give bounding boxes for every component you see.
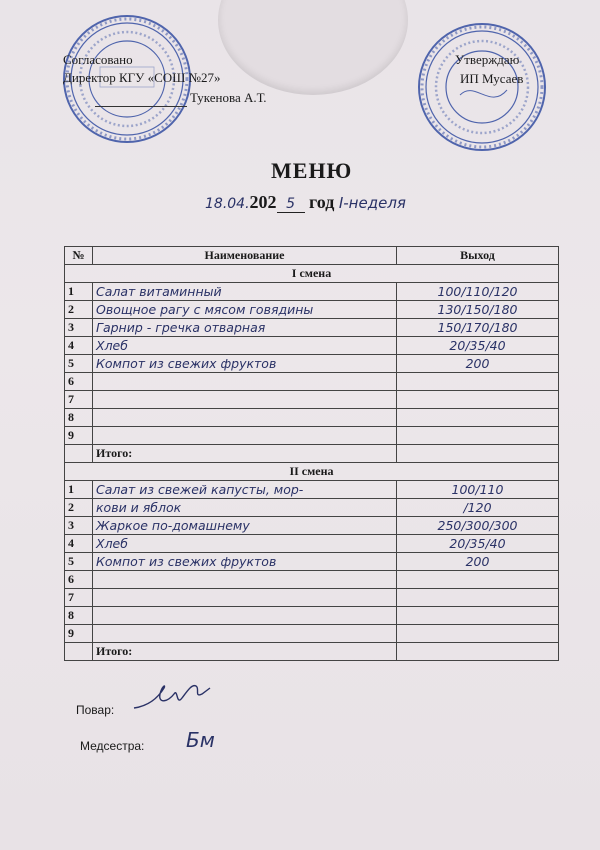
row-output: [397, 553, 559, 571]
total-output-cell: [397, 445, 559, 463]
date-year-suffix: 5: [277, 196, 305, 213]
table-row: [65, 373, 559, 391]
row-number: 2: [65, 499, 93, 517]
date-period: I-неделя: [338, 194, 406, 212]
col-name-header: Наименование: [93, 247, 397, 265]
table-row: [65, 337, 559, 355]
table-row: [65, 355, 559, 373]
approve-label: Утверждаю: [455, 52, 520, 67]
total-label: Итого:: [93, 445, 397, 463]
row-number: 6: [65, 373, 93, 391]
shift-row: [65, 463, 559, 481]
table-row: [65, 535, 559, 553]
row-number: 3: [65, 517, 93, 535]
output-text: 200: [465, 553, 490, 569]
col-num-header: №: [65, 247, 93, 265]
table-row: [65, 391, 559, 409]
dish-name-text: Салат витаминный: [96, 283, 222, 299]
nurse-signature: Бм: [186, 728, 215, 752]
table-row: [65, 481, 559, 499]
approve-name: ИП Мусаев: [460, 71, 524, 86]
row-number: 7: [65, 589, 93, 607]
total-num-cell: [65, 445, 93, 463]
row-output: [397, 481, 559, 499]
output-text: 130/150/180: [437, 301, 518, 317]
row-number: 2: [65, 301, 93, 319]
output-text: 100/110: [451, 481, 504, 497]
row-number: 1: [65, 481, 93, 499]
output-text: 200: [465, 355, 490, 371]
row-output: [397, 283, 559, 301]
shift-label: I смена: [65, 265, 559, 283]
row-dish-name: [93, 373, 397, 391]
table-row: [65, 553, 559, 571]
row-dish-name: [93, 625, 397, 643]
row-number: 8: [65, 607, 93, 625]
row-dish-name: [93, 355, 397, 373]
dish-name-text: Салат из свежей капусты, мор-: [96, 481, 304, 497]
date-row: [205, 192, 406, 213]
table-row: [65, 499, 559, 517]
row-dish-name: [93, 409, 397, 427]
nurse-label: Медсестра:: [80, 739, 145, 753]
row-dish-name: [93, 337, 397, 355]
total-row: [65, 445, 559, 463]
table-row: [65, 571, 559, 589]
row-output: [397, 355, 559, 373]
table-row: [65, 625, 559, 643]
dish-name-text: Компот из свежих фруктов: [96, 355, 277, 371]
row-output: [397, 427, 559, 445]
row-dish-name: [93, 607, 397, 625]
row-dish-name: [93, 553, 397, 571]
agreed-signature-line: [95, 106, 187, 107]
menu-table: [64, 246, 559, 661]
table-row: [65, 301, 559, 319]
cook-signature: [130, 676, 215, 718]
agreed-label: Согласовано: [63, 52, 133, 67]
row-number: 6: [65, 571, 93, 589]
dish-name-text: Компот из свежих фруктов: [96, 553, 277, 569]
row-dish-name: [93, 589, 397, 607]
row-number: 3: [65, 319, 93, 337]
dish-name-text: Овощное рагу с мясом говядины: [96, 301, 314, 317]
total-output-cell: [397, 643, 559, 661]
shift-label: II смена: [65, 463, 559, 481]
cook-label: Повар:: [76, 703, 115, 717]
row-output: [397, 319, 559, 337]
agreed-name: Тукенова А.Т.: [190, 90, 267, 105]
table-row: [65, 607, 559, 625]
row-number: 9: [65, 625, 93, 643]
dish-name-text: кови и яблок: [96, 499, 182, 515]
right-round-stamp: [415, 20, 550, 155]
row-dish-name: [93, 571, 397, 589]
row-dish-name: [93, 517, 397, 535]
row-output: [397, 571, 559, 589]
output-text: 150/170/180: [437, 319, 518, 335]
row-output: [397, 589, 559, 607]
row-output: [397, 499, 559, 517]
row-dish-name: [93, 499, 397, 517]
row-dish-name: [93, 481, 397, 499]
date-day-month: 18.04.: [205, 196, 250, 212]
folder-hole: [218, 0, 408, 95]
row-dish-name: [93, 283, 397, 301]
table-row: [65, 589, 559, 607]
total-num-cell: [65, 643, 93, 661]
col-output-header: Выход: [397, 247, 559, 265]
dish-name-text: Хлеб: [96, 535, 128, 551]
dish-name-text: Жаркое по-домашнему: [96, 517, 250, 533]
table-row: [65, 319, 559, 337]
row-output: [397, 409, 559, 427]
date-year-prefix: 202: [249, 192, 277, 212]
row-output: [397, 337, 559, 355]
row-output: [397, 391, 559, 409]
row-number: 5: [65, 355, 93, 373]
dish-name-text: Гарнир - гречка отварная: [96, 319, 266, 335]
output-text: 250/300/300: [437, 517, 518, 533]
output-text: /120: [463, 499, 492, 515]
total-label: Итого:: [93, 643, 397, 661]
total-row: [65, 643, 559, 661]
row-number: 4: [65, 337, 93, 355]
dish-name-text: Хлеб: [96, 337, 128, 353]
row-output: [397, 625, 559, 643]
row-dish-name: [93, 535, 397, 553]
row-output: [397, 607, 559, 625]
row-number: 4: [65, 535, 93, 553]
agreed-position: Директор КГУ «СОШ №27»: [63, 70, 221, 85]
table-row: [65, 409, 559, 427]
row-dish-name: [93, 427, 397, 445]
row-output: [397, 517, 559, 535]
row-number: 5: [65, 553, 93, 571]
row-output: [397, 535, 559, 553]
row-output: [397, 301, 559, 319]
table-row: [65, 517, 559, 535]
menu-table-body: [65, 265, 559, 661]
table-row: [65, 427, 559, 445]
date-year-word: год: [309, 192, 335, 212]
row-number: 8: [65, 409, 93, 427]
row-output: [397, 373, 559, 391]
row-dish-name: [93, 319, 397, 337]
row-dish-name: [93, 391, 397, 409]
table-row: [65, 283, 559, 301]
row-number: 1: [65, 283, 93, 301]
page-title: МЕНЮ: [271, 158, 353, 183]
row-number: 7: [65, 391, 93, 409]
output-text: 20/35/40: [449, 337, 506, 353]
output-text: 100/110/120: [437, 283, 518, 299]
output-text: 20/35/40: [449, 535, 506, 551]
table-header-row: [65, 247, 559, 265]
row-number: 9: [65, 427, 93, 445]
row-dish-name: [93, 301, 397, 319]
shift-row: [65, 265, 559, 283]
